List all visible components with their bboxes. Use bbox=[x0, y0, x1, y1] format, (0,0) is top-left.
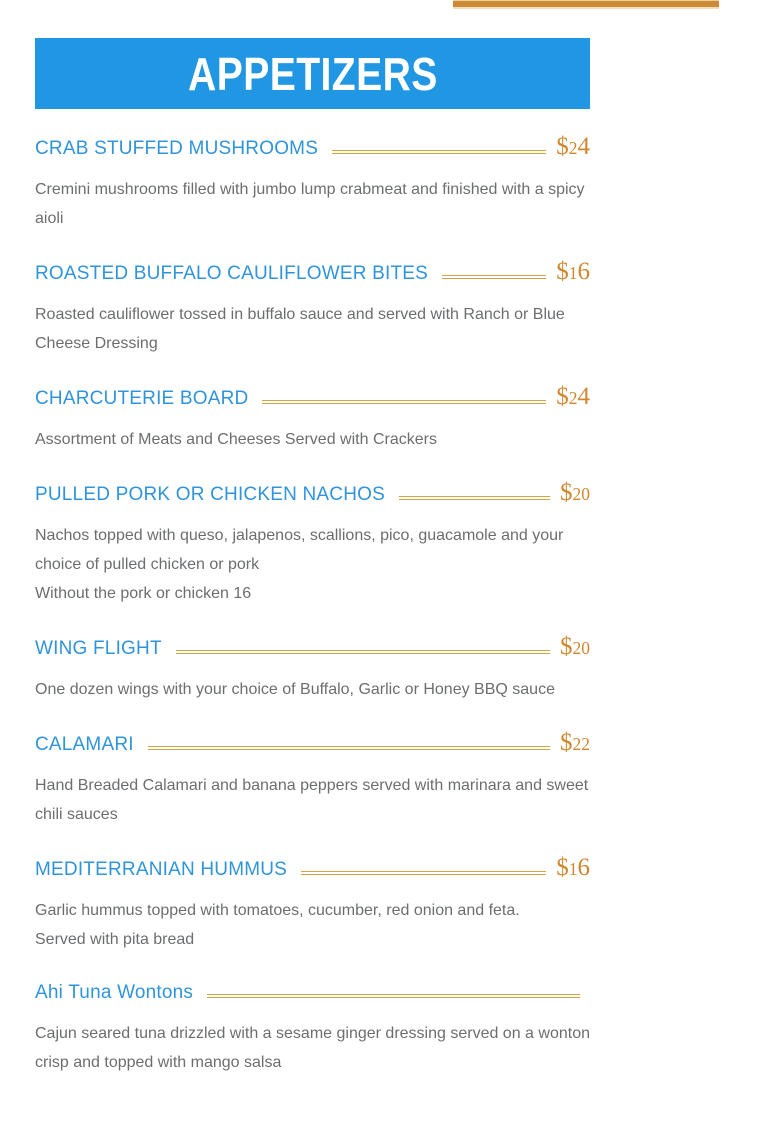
menu-item bbox=[35, 135, 590, 233]
menu-item-header bbox=[35, 135, 590, 161]
item-price: $16 bbox=[556, 258, 590, 285]
item-price: $22 bbox=[560, 729, 590, 756]
item-note: Without the pork or chicken 16 bbox=[35, 585, 252, 602]
item-name: Ahi Tuna Wontons bbox=[35, 982, 194, 1003]
item-description: Roasted cauliflower tossed in buffalo sauce and served with Ranch or Blue Cheese Dressing bbox=[35, 306, 565, 352]
menu-item bbox=[35, 856, 590, 954]
menu-item bbox=[35, 635, 590, 704]
leader-line bbox=[176, 650, 550, 654]
item-price: $20 bbox=[560, 633, 590, 660]
item-description: One dozen wings with your choice of Buffalo, Garlic or Honey BBQ sauce bbox=[35, 681, 555, 698]
leader-line bbox=[399, 496, 550, 500]
menu-item bbox=[35, 981, 590, 1077]
item-name: WING FLIGHT bbox=[35, 638, 162, 659]
menu-item-header bbox=[35, 731, 590, 757]
menu-item-header bbox=[35, 260, 590, 286]
item-price: $24 bbox=[556, 133, 590, 160]
item-name: CHARCUTERIE BOARD bbox=[35, 388, 249, 409]
section-divider-rule bbox=[453, 0, 719, 9]
item-description: Cajun seared tuna drizzled with a sesame ginger dressing served on a wonton crisp and topped with mango salsa bbox=[35, 1025, 590, 1071]
leader-line bbox=[262, 400, 546, 404]
item-name: ROASTED BUFFALO CAULIFLOWER BITES bbox=[35, 263, 429, 284]
menu-item bbox=[35, 481, 590, 608]
item-description: Assortment of Meats and Cheeses Served with Crackers bbox=[35, 431, 437, 448]
menu-item-header bbox=[35, 981, 590, 1005]
item-name: MEDITERRANIAN HUMMUS bbox=[35, 859, 288, 880]
item-name: PULLED PORK OR CHICKEN NACHOS bbox=[35, 484, 385, 505]
leader-line bbox=[442, 275, 546, 279]
menu-item bbox=[35, 260, 590, 358]
item-price: $24 bbox=[556, 383, 590, 410]
item-description: Nachos topped with queso, jalapenos, scallions, pico, guacamole and your choice of pulled chicken or pork bbox=[35, 527, 564, 573]
section-title: APPETIZERS bbox=[187, 47, 438, 100]
item-price: $16 bbox=[556, 854, 590, 881]
menu-item-header bbox=[35, 635, 590, 661]
menu-item-header bbox=[35, 856, 590, 882]
section-banner bbox=[35, 38, 590, 109]
item-description: Garlic hummus topped with tomatoes, cucumber, red onion and feta. bbox=[35, 902, 520, 919]
item-name: CALAMARI bbox=[35, 734, 134, 755]
menu-item-header bbox=[35, 385, 590, 411]
menu-list bbox=[35, 135, 590, 1104]
item-name: CRAB STUFFED MUSHROOMS bbox=[35, 138, 319, 159]
item-description: Hand Breaded Calamari and banana peppers served with marinara and sweet chili sauces bbox=[35, 777, 589, 823]
menu-item bbox=[35, 731, 590, 829]
item-price: $20 bbox=[560, 479, 590, 506]
leader-line bbox=[301, 871, 546, 875]
item-note: Served with pita bread bbox=[35, 931, 195, 948]
item-description: Cremini mushrooms filled with jumbo lump crabmeat and finished with a spicy aioli bbox=[35, 181, 585, 227]
leader-line bbox=[148, 746, 550, 750]
leader-line bbox=[207, 994, 580, 998]
menu-item bbox=[35, 385, 590, 454]
menu-item-header bbox=[35, 481, 590, 507]
leader-line bbox=[332, 150, 546, 154]
